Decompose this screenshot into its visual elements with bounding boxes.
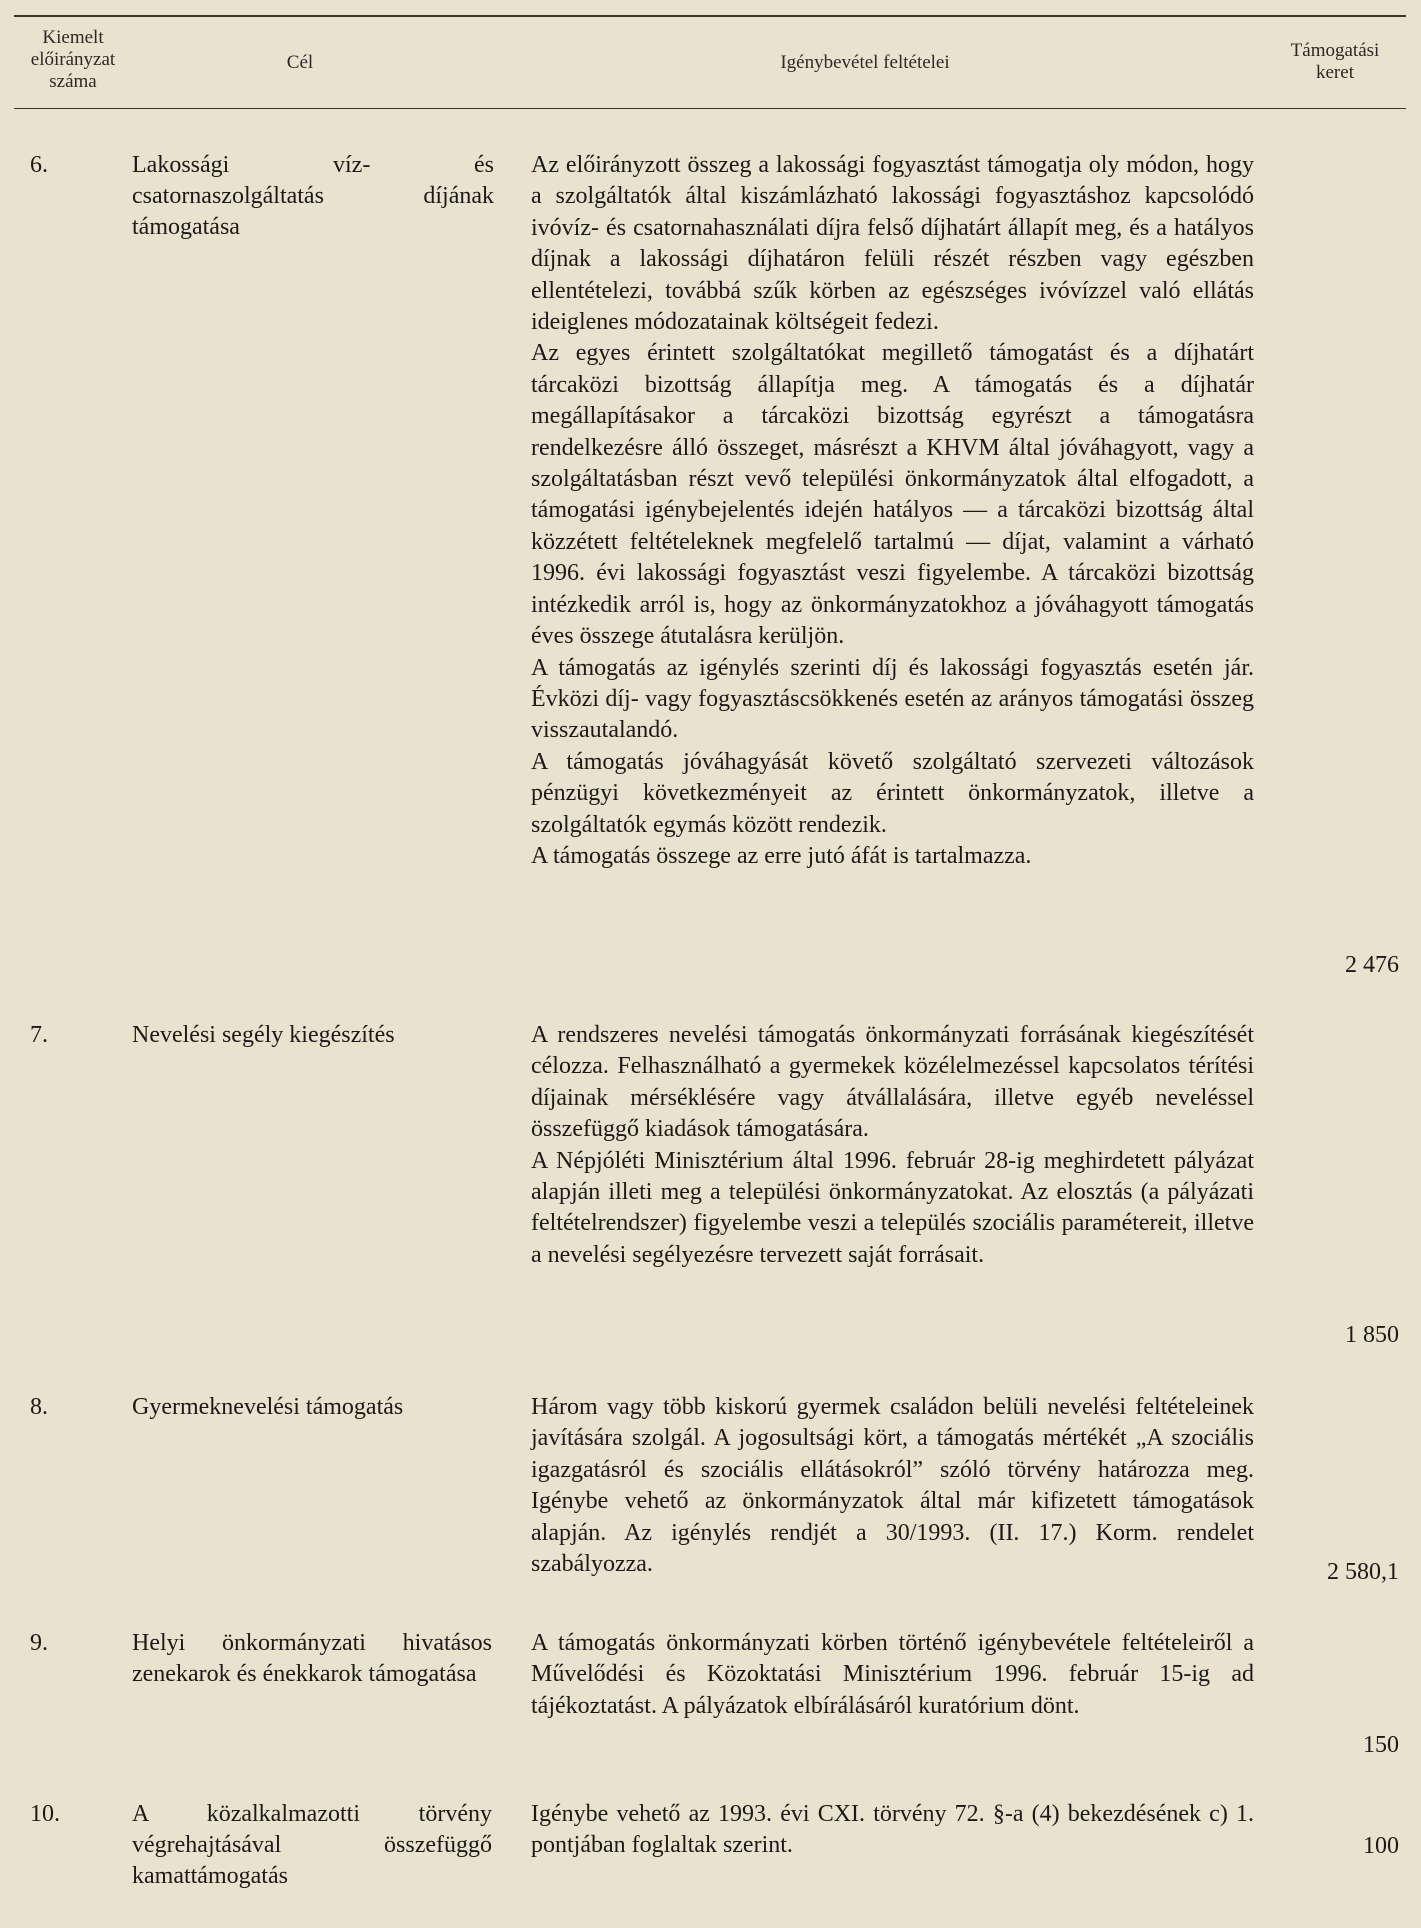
- row-goal: Helyi önkormányzati hivatásos zenekarok és énekkarok támogatása: [132, 1630, 492, 1687]
- row-goal: Gyermeknevelési támogatás: [132, 1394, 404, 1420]
- header-amount-column: [1270, 40, 1400, 84]
- header-amount-line: keret: [1316, 62, 1354, 83]
- header-number-line: Kiemelt: [42, 27, 104, 48]
- row-amount: 2 476: [1345, 952, 1399, 978]
- condition-paragraph: A támogatás az igénylés szerinti díj és lakossági fogyasztás esetén jár. Évközi díj- vagy fogyasztáscsökkenés esetén az arányos támogatási összeg visszautalandó.: [531, 654, 1254, 744]
- row-conditions: [531, 1392, 1254, 1580]
- header-number-line: előirányzat: [30, 49, 116, 70]
- header-amount-line: Támogatási: [1290, 40, 1380, 61]
- row-number: 8.: [30, 1394, 48, 1420]
- row-amount: 100: [1363, 1833, 1399, 1859]
- condition-paragraph: Az egyes érintett szolgáltatókat megillető támogatást és a díjhatárt tárcaközi bizottság állapítja meg. A támogatás és a díjhatár megállapításakor a tárcaközi bizottság egyrészt a támogatásra rendelkezésre álló összeget, másrészt a KHVM által jóváhagyott, vagy a szolgáltatásban részt vevő települési önkormányzatok által elfogadott, a támogatási igénybejelentés idején hatályos — a tárcaközi bizottság által közzétett feltételeknek megfelelő tartalmú — díjat, valamint a várható 1996. évi lakossági fogyasztást veszi figyelembe. A tárcaközi bizottság intézkedik arról is, hogy az önkormányzatokhoz a jóváhagyott támogatás éves összege átutalásra kerüljön.: [531, 340, 1254, 650]
- condition-paragraph: A rendszeres nevelési támogatás önkormányzati forrásának kiegészítését célozza. Felhasználható a gyermekek közélelmezéssel kapcsolatos térítési díjainak mérséklésére vagy átvállalására, illetve egyéb neveléssel összefüggő kiadások támogatására.: [531, 1022, 1254, 1143]
- row-amount: 2 580,1: [1327, 1559, 1399, 1585]
- row-amount: 1 850: [1345, 1322, 1399, 1348]
- row-goal: Nevelési segély kiegészítés: [132, 1022, 395, 1048]
- row-number: 6.: [30, 152, 48, 178]
- condition-paragraph: Az előirányzott összeg a lakossági fogyasztást támogatja oly módon, hogy a szolgáltatók által kiszámlázható lakossági fogyasztáshoz kapcsolódó ivóvíz- és csatornahasználati díjra felső díjhatárt állapít meg, és a hatályos díjnak a lakossági díjhatáron felüli részét részben vagy egészben ellentételezi, továbbá szűk körben az egészséges ivóvízzel való ellátás ideiglenes módozatainak költségeit fedezi.: [531, 152, 1254, 336]
- header-number-line: száma: [49, 71, 97, 92]
- row-conditions: [531, 1799, 1254, 1862]
- header-top-rule: [14, 15, 1406, 17]
- header-number-column: [14, 27, 132, 93]
- condition-paragraph: A támogatás önkormányzati körben történő igénybevétele feltételeiről a Művelődési és Közoktatási Minisztérium 1996. február 15-ig ad tájékoztatást. A pályázatok elbírálásáról kuratórium dönt.: [531, 1630, 1254, 1719]
- header-goal-column: Cél: [286, 52, 314, 73]
- row-number: 7.: [30, 1022, 48, 1048]
- row-goal: Lakossági víz- és csatornaszolgáltatás díjának támogatása: [132, 152, 494, 240]
- row-amount: 150: [1363, 1732, 1399, 1758]
- header-conditions-column: Igénybevétel feltételei: [780, 52, 950, 73]
- condition-paragraph: Igénybe vehető az 1993. évi CXI. törvény 72. §-a (4) bekezdésének c) 1. pontjában foglaltak szerint.: [531, 1801, 1254, 1859]
- row-number: 10.: [30, 1801, 60, 1827]
- row-conditions: [531, 1628, 1254, 1722]
- condition-paragraph: A támogatás jóváhagyását követő szolgáltató szervezeti változások pénzügyi következményeit az érintett önkormányzatok, illetve a szolgáltatók egymás között rendezik.: [531, 748, 1254, 838]
- condition-paragraph: Három vagy több kiskorú gyermek családon belüli nevelési feltételeinek javítására szolgál. A jogosultsági kört, a támogatás mértékét „A szociális igazgatásról és szociális ellátásokról” szóló törvény határozza meg. Igénybe vehető az önkormányzatok által már kifizetett támogatások alapján. Az igénylés rendjét a 30/1993. (II. 17.) Korm. rendelet szabályozza.: [531, 1394, 1254, 1578]
- row-conditions: [531, 150, 1254, 872]
- header-bottom-rule: [14, 108, 1406, 109]
- row-conditions: [531, 1020, 1254, 1271]
- condition-paragraph: A Népjóléti Minisztérium által 1996. február 28-ig meghirdetett pályázat alapján illeti meg a települési önkormányzatokat. Az elosztás (a pályázati feltételrendszer) figyelembe veszi a település szociális paramétereit, illetve a nevelési segélyezésre tervezett saját forrásait.: [531, 1147, 1254, 1268]
- row-goal: A közalkalmazotti törvény végrehajtásával összefüggő kamattámogatás: [132, 1801, 492, 1889]
- condition-paragraph: A támogatás összege az erre jutó áfát is tartalmazza.: [531, 842, 1032, 869]
- row-number: 9.: [30, 1630, 48, 1656]
